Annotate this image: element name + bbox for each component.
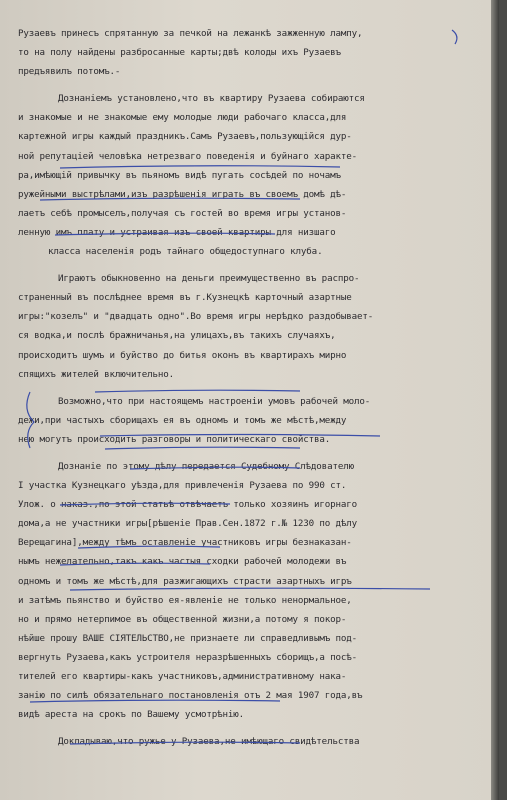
underline-mark [40, 198, 300, 200]
margin-mark [452, 30, 457, 44]
text-line: нею могутъ происходить разговоры и политическаго свойства. [18, 433, 331, 445]
underline-mark [130, 467, 300, 469]
text-line: ленную имъ плату и устраивая изъ своей квартиры для низшаго [18, 226, 336, 238]
text-line: картежной игры каждый праздникъ.Самъ Рузаевъ,пользующійся дур- [18, 131, 352, 143]
text-line: класса населенія родъ тайнаго общедоступнаго клуба. [48, 246, 323, 258]
text-line: игры:"козелъ" и "двадцать одно".Во время игры нерѣдко раздобывает- [18, 311, 374, 323]
text-line: Играютъ обыкновенно на деньги преимущественно въ распро- [58, 273, 360, 285]
text-line: I участка Кузнецкаго уѣзда,для привлеченія Рузаева по 990 ст. [18, 480, 347, 492]
underline-mark [70, 742, 300, 744]
text-line: Рузаевъ принесъ спрятанную за печкой на лежанкѣ зажженную лампу, [18, 28, 363, 39]
text-line: Дознаніемъ установлено,что въ квартиру Рузаева собираются [58, 93, 365, 105]
text-line: тителей его квартиры-какъ участниковъ,административному нака- [18, 671, 347, 682]
text-line: вергнуть Рузаева,какъ устроителя неразрѣшенныхъ сборищъ,а посѣ- [18, 651, 358, 663]
underline-mark [100, 435, 380, 437]
text-line: дома,а не участники игры[рѣшеніе Прав.Сен.1872 г.№ 1230 по дѣлу [18, 518, 358, 530]
bracket-mark [27, 392, 34, 448]
text-line: Возможно,что при настоящемъ настроеніи умовъ рабочей моло- [58, 395, 371, 407]
text-line: Дознаніе по этому дѣлу передается Судебному Слѣдователю [58, 460, 354, 472]
underline-mark [55, 233, 275, 235]
text-line: ружейными выстрѣлами,изъ разрѣшенія играть въ своемъ домѣ дѣ- [18, 188, 347, 200]
text-line: страненный въ послѣднее время въ г.Кузнецкѣ карточный азартные [18, 292, 352, 304]
text-line: Улож. о наказ.,по этой статьѣ отвѣчаетъ только хозяинъ игорнаго [18, 499, 358, 511]
text-line: занію по силѣ обязательнаго постановленія отъ 2 мая 1907 года,въ [18, 690, 363, 702]
text-line: лаетъ себѣ промыселъ,получая съ гостей во время игры установ- [18, 207, 347, 219]
text-line: Верещагина],между тѣмъ оставленіе участниковъ игры безнаказан- [18, 537, 352, 549]
text-line: Докладываю,что ружье у Рузаева,не имѣющаго свидѣтельства [58, 736, 360, 748]
text-line: нымъ нежелательно,такъ какъ частыя сходки рабочей молодежи въ [18, 556, 347, 568]
text-line: ной репутаціей человѣка нетрезваго поведенія и буйнаго характе- [18, 150, 358, 162]
text-line: нѣйше прошу ВАШЕ СІЯТЕЛЬСТВО,не признаете ли справедливымъ под- [18, 632, 358, 644]
underline-mark [78, 546, 220, 548]
underline-mark [70, 588, 430, 590]
underline-mark [105, 447, 300, 449]
text-line: ся водка,и послѣ бражничанья,на улицахъ,въ такихъ случаяхъ, [18, 330, 336, 342]
text-line: и затѣмъ пьянство и буйство ея-явленіе не только ненормальное, [18, 594, 352, 606]
page-edge-shadow [491, 0, 499, 800]
underline-mark [30, 700, 280, 702]
text-line: предъявилъ потомъ.- [18, 66, 121, 78]
underline-mark [60, 503, 230, 505]
text-line: спящихъ жителей включительно. [18, 368, 175, 380]
underline-mark [60, 166, 340, 168]
text-line: видѣ ареста на срокъ по Вашему усмотрѣнію. [18, 709, 245, 721]
text-line: одномъ и томъ же мѣстѣ,для разжигающихъ страсти азартныхъ игръ [18, 575, 352, 587]
underline-mark [60, 563, 210, 565]
text-line: и знакомые и не знакомые ему молодые люди рабочаго класса,для [18, 112, 347, 124]
text-line: происходитъ шумъ и буйство до битья оконъ въ квартирахъ мирно [18, 349, 347, 361]
text-line: но и прямо нетерпимое въ общественной жизни,а потому я покор- [18, 613, 347, 625]
text-line: ра,имѣющій привычку въ пьяномъ видѣ пугать сосѣдей по ночамъ [18, 169, 341, 181]
text-line: то на полу найдены разбросанные карты;двѣ колоды ихъ Рузаевъ [18, 47, 341, 59]
underline-mark [95, 390, 300, 392]
text-line: дежи,при частыхъ сборищахъ ея въ одномъ и томъ же мѣстѣ,между [18, 414, 347, 426]
